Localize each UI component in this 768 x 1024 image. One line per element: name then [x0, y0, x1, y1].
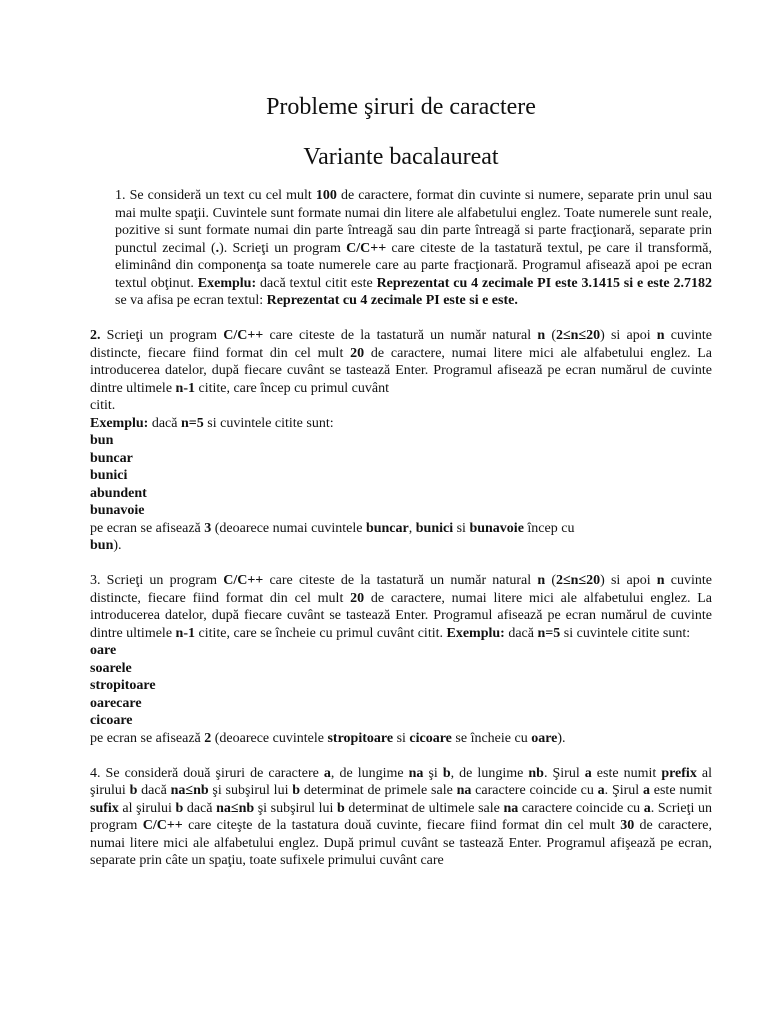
example-word: cicoare [90, 713, 133, 728]
document-subtitle: Variante bacalaureat [303, 144, 499, 170]
example-word: bunavoie [90, 503, 145, 518]
problem-2: 2. Scrieţi un program C/C++ care citeste de la tastatură un număr natural n (2≤n≤20) si apoi n cuvinte distincte, fiecare fiind format din cel mult 20 de caractere, numai litere mici ale alfabetului englez. La introducerea datelor, după fiecare cuvânt se tastează Enter. Programul afisează pe ecran numărul de cuvinte dintre ultimele n-1 citite, care încep cu primul cuvânt [90, 328, 712, 396]
problem-4: 4. Se consideră două şiruri de caractere a, de lungime na şi b, de lungime nb. Şirul a este numit prefix al şirului b dacă na≤nb şi subşirul lui b determinat de primele sale na caractere coincide cu a. Şirul a este numit sufix al şirului b dacă na≤nb şi subşirul lui b determinat de ultimele sale na caractere coincide cu a. Scrieţi un program C/C++ care citeşte de la tastatura două cuvinte, fiecare fiind format din cel mult 30 de caractere, numai litere mici ale alfabetului englez. După primul cuvânt se tastează Enter. Programul afişează pe ecran, separate prin câte un spaţiu, toate sufixele primului cuvânt care [90, 765, 712, 868]
example-word: soarele [90, 660, 132, 676]
problem-1: 1. Se consideră un text cu cel mult 100 de caractere, format din cuvinte si numere, separate prin unul sau mai multe spaţii. Cuvintele sunt formate numai din litere ale alfabetului englez. Toate numerele sunt reale, pozitive si sunt formate numai din parte întreagă sau din parte întreagă si parte fracţionară, separate prin punctul zecimal (.). Scrieţi un program C/C++ care citeste de la tastatură textul, pe care il transformă, eliminând din componenţa sa toate numerele care au parte fracţionară. Programul afisează apoi pe ecran textul obţinut. Exemplu: dacă textul citit este Reprezentat cu 4 zecimale PI este 3.1415 si e este 2.7182 se va afisa pe ecran textul: Reprezentat cu 4 zecimale PI este si e este. [115, 188, 713, 308]
example-word: bun [90, 433, 114, 448]
example-word: buncar [90, 450, 133, 466]
problem-2-result: pe ecran se afisează 3 (deoarece numai cuvintele buncar, bunici si bunavoie încep cu bun). [90, 520, 575, 553]
problem-2-cont: citit. [90, 398, 116, 413]
example-word: oare [90, 643, 117, 658]
example-word: oarecare [90, 695, 142, 711]
example-word: abundent [90, 485, 147, 501]
document-body [90, 187, 712, 870]
problem-3: 3. Scrieţi un program C/C++ care citeste de la tastatură un număr natural n (2≤n≤20) si apoi n cuvinte distincte, fiecare fiind format din cel mult 20 de caractere, numai litere mici ale alfabetului englez. La introducerea datelor, după fiecare cuvânt se tastează Enter. Programul afisează pe ecran numărul de cuvinte dintre ultimele n-1 citite, care se încheie cu primul cuvânt citit. Exemplu: dacă n=5 si cuvintele citite sunt: [90, 573, 712, 641]
problem-3-result: pe ecran se afisează 2 (deoarece cuvintele stropitoare si cicoare se încheie cu oare). [90, 730, 566, 746]
example-word: bunici [90, 468, 128, 483]
document-title: Probleme şiruri de caractere [266, 94, 536, 120]
example-word: stropitoare [90, 678, 156, 693]
problem-2-example: Exemplu: dacă n=5 si cuvintele citite sunt: [90, 415, 334, 431]
